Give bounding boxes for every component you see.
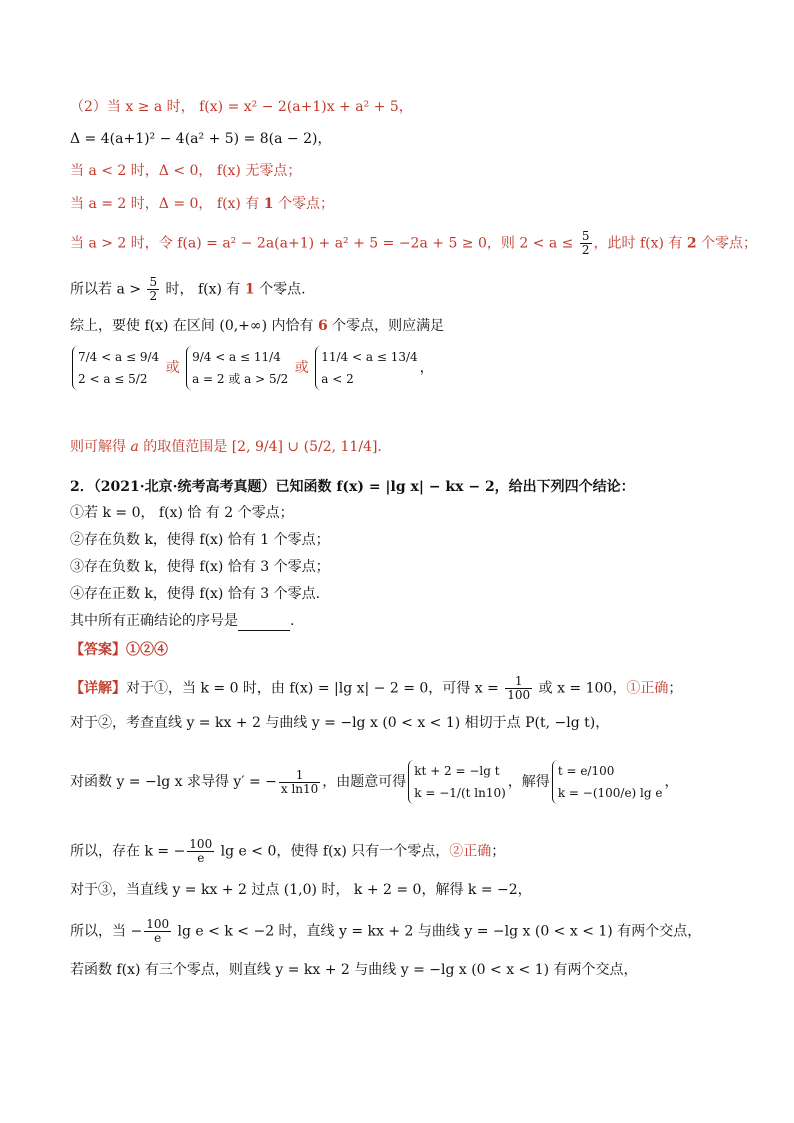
fraction: $\frac{100}{e}$ bbox=[146, 917, 170, 945]
detail-1: 【详解】对于①，当 k = 0 时，由 f(x) = |lg x| − 2 = 0，可得 x = $\frac{1}{100}$ 或 x = 100，①正确； bbox=[70, 674, 683, 702]
choice-3: ③存在负数 k，使得 f(x) 恰有 3 个零点； bbox=[70, 559, 330, 575]
detail-2: 对于②，考查直线 y = kx + 2 与曲线 y = −lg x (0 < x < 1) 相切于点 P(t, −lg t)， bbox=[70, 715, 610, 731]
question-blank-line: 其中所有正确结论的序号是 . bbox=[70, 613, 295, 629]
fraction: $\frac{5}{2}$ bbox=[581, 229, 590, 257]
system-derivative: kt + 2 = −lg t k = −1/(t ln10) bbox=[408, 760, 506, 804]
fraction: $\frac{1}{100}$ bbox=[507, 674, 531, 702]
choice-4: ④存在正数 k，使得 f(x) 恰有 3 个零点. bbox=[70, 586, 321, 602]
fraction: $\frac{100}{e}$ bbox=[189, 837, 213, 865]
detail-5: 对于③，当直线 y = kx + 2 过点 (1,0) 时， k + 2 = 0，解得 k = −2， bbox=[70, 882, 532, 898]
line-range: 则可解得 a 的取值范围是 [2, 9/4] ∪ (5/2, 11/4]. bbox=[70, 439, 382, 455]
fraction: $\frac{1}{\text{x ln10}}$ bbox=[280, 767, 319, 796]
choice-1: ①若 k = 0， f(x) 恰 有 2 个零点； bbox=[70, 505, 294, 521]
detail-6: 所以，当 − $\frac{100}{e}$ lg e < k < −2 时，直线 y = kx + 2 与曲线 y = −lg x (0 < x < 1) 有两个交点， bbox=[70, 917, 702, 945]
answer-blank bbox=[238, 616, 290, 631]
line-discriminant: Δ = 4(a+1)² − 4(a² + 5) = 8(a − 2)， bbox=[70, 131, 332, 147]
detail-4: 所以，存在 k = − $\frac{100}{e}$ lg e < 0，使得 f(x) 只有一个零点，②正确； bbox=[70, 837, 506, 865]
detail-3: 对函数 y = −lg x 求导得 y′ = − $\frac{1}{\text{x ln10}}$ ，由题意可得 kt + 2 = −lg t k = −1/(t ln10) ，解得 t = e/100 k = −(100/e) lg e ， bbox=[70, 760, 678, 804]
system-1: 7/4 < a ≤ 9/4 2 < a ≤ 5/2 bbox=[72, 346, 159, 390]
line-conclusion: 所以若 a > $\frac{5}{2}$ 时， f(x) 有 1 个零点. bbox=[70, 275, 306, 303]
line-systems: 7/4 < a ≤ 9/4 2 < a ≤ 5/2 或 9/4 < a ≤ 11/4 a = 2 或 a > 5/2 或 11/4 < a ≤ 13/4 a < 2 ， bbox=[70, 346, 434, 390]
line-a-eq-2: 当 a = 2 时，Δ = 0， f(x) 有 1 个零点； bbox=[70, 196, 334, 212]
answer-line: 【答案】①②④ bbox=[70, 642, 168, 658]
line-a-gt-2: 当 a > 2 时，令 f(a) = a² − 2a(a+1) + a² + 5 = −2a + 5 ≥ 0，则 2 < a ≤ $\frac{5}{2}$ ，此时 f(x) 有 2 个零点； bbox=[70, 229, 758, 257]
fraction: $\frac{5}{2}$ bbox=[149, 275, 158, 303]
choice-2: ②存在负数 k，使得 f(x) 恰有 1 个零点； bbox=[70, 532, 330, 548]
line-case2: （2）当 x ≥ a 时， f(x) = x² − 2(a+1)x + a² + 5， bbox=[70, 99, 413, 115]
line-a-less-2: 当 a < 2 时，Δ < 0， f(x) 无零点； bbox=[70, 163, 302, 179]
system-solution: t = e/100 k = −(100/e) lg e bbox=[552, 760, 663, 804]
line-summary: 综上，要使 f(x) 在区间 (0,+∞) 内恰有 6 个零点，则应满足 bbox=[70, 318, 445, 334]
detail-7: 若函数 f(x) 有三个零点，则直线 y = kx + 2 与曲线 y = −lg x (0 < x < 1) 有两个交点， bbox=[70, 962, 638, 978]
system-3: 11/4 < a ≤ 13/4 a < 2 bbox=[315, 346, 417, 390]
question-2-stem: 2．（2021·北京·统考高考真题）已知函数 f(x) = |lg x| − kx − 2，给出下列四个结论： bbox=[70, 479, 635, 495]
system-2: 9/4 < a ≤ 11/4 a = 2 或 a > 5/2 bbox=[186, 346, 288, 390]
